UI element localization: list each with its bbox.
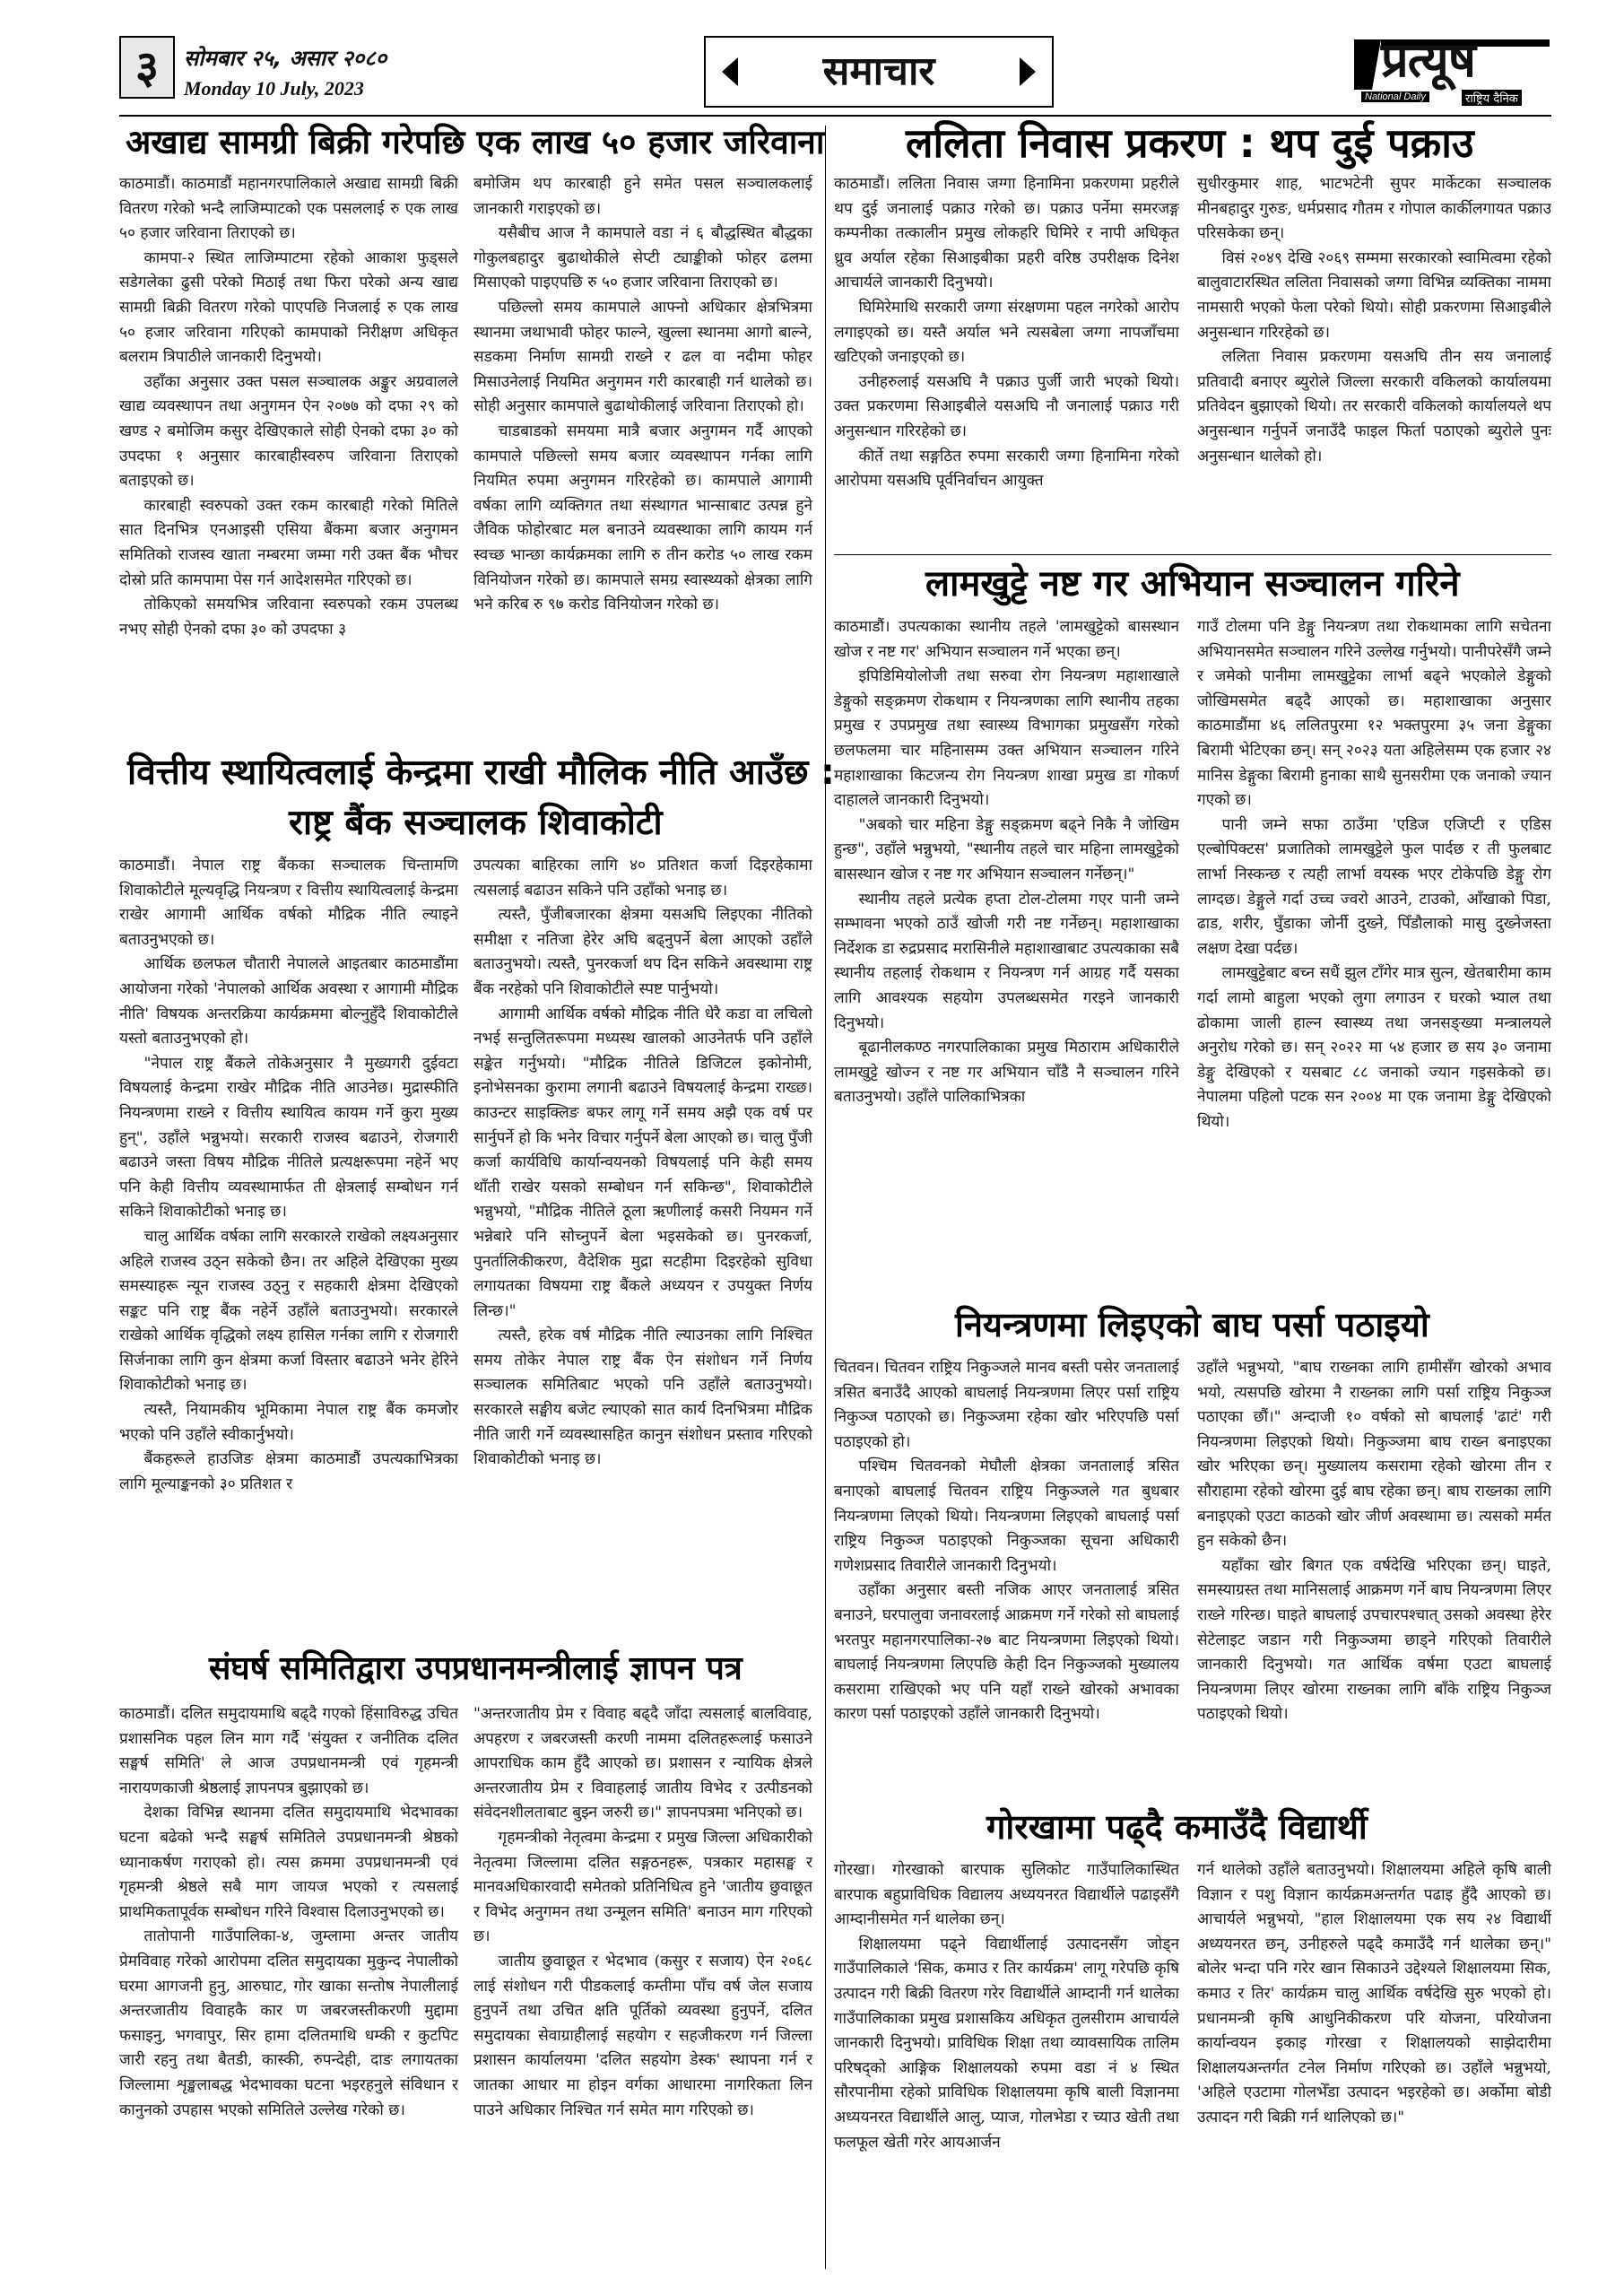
paragraph: उपत्यका बाहिरका लागि ४० प्रतिशत कर्जा दिइरहेकामा त्यसलाई बढाउन सकिने पनि उहाँको भनाइ छ। xyxy=(473,857,812,900)
paragraph: इपिडिमियोलोजी तथा सरुवा रोग नियन्त्रण महाशाखाले डेङ्गुको सङ्क्रमण रोकथाम र नियन्त्रणका लागि स्थानीय तहका प्रमुख र उपप्रमुख तथा स्वास्थ्य विभागका प्रमुखसँग गरेको छलफलमा चार महिनासम्म उक्त अभियान सञ्चालन गरिने महाशाखाका किटजन्य रोग नियन्त्रण शाखा प्रमुख डा गोकर्ण दाहालले जानकारी दिनुभयो। xyxy=(834,667,1179,810)
logo-tag-np: राष्ट्रिय दैनिक xyxy=(1462,90,1522,106)
paragraph: बूढानीलकण्ठ नगरपालिकाका प्रमुख मिठाराम अधिकारीले लामखुट्टे खोज्न र नष्ट गर अभियान चाँडै नै सञ्चालन गरिने बताउनुभयो। उहाँले पालिकाभित्रका xyxy=(834,1039,1179,1107)
arrow-right-icon xyxy=(1020,57,1036,86)
paragraph: जातीय छुवाछूत र भेदभाव (कसुर र सजाय) ऐन २०६८ लाई संशोधन गरी पीडकलाई कम्तीमा पाँच वर्ष जेल सजाय हुनुपर्ने तथा उचित क्षति पूर्तिको व्यवस्था हुनुपर्ने, दलित समुदायका सेवाग्राहीलाई सहयोग र सहजीकरण गर्न जिल्ला प्रशासन कार्यालयमा 'दलित सहयोग डेस्क' स्थापना गर्न र जातका आधार मा होइन वर्गका आधारमा नागरिकता लिन पाउने अधिकार निश्चित गर्न समेत माग गरिएको छ। xyxy=(473,1952,812,2119)
paragraph: तोकिएको समयभित्र जरिवाना स्वरुपको रकम उपलब्ध नभए सोही ऐनको दफा ३० को उपदफा ३ xyxy=(119,596,458,639)
paragraph: उहाँले भन्नुभयो, "बाघ राख्नका लागि हामीसँग खोरको अभाव भयो, त्यसपछि खोरमा नै राख्नका लागि पर्सा राष्ट्रिय निकुञ्ज पठाएका छौं।" अन्दाजी १० वर्षको सो बाघलाई 'ढाटं' गरी नियन्त्रणमा लिइएको थियो। निकुञ्जमा बाघ राख्न बनाइएका खोर भरिएका छन्। मुख्यालय कसरामा रहेको खोरमा तीन र सौराहामा रहेको खोरमा दुई बाघ रहेका छन्। बाघ राख्नका लागि बनाइएको एउटा काठको खोर जीर्ण अवस्थामा छ। त्यसको मर्मत हुन सकेको छैन। xyxy=(1197,1359,1551,1551)
headline-gorkha-students: गोरखामा पढ्दै कमाउँदै विद्यार्थी xyxy=(986,1807,1368,1847)
paragraph: यहाँका खोर बिगत एक वर्षदेखि भरिएका छन्। घाइते, समस्याग्रस्त तथा मानिसलाई आक्रमण गर्ने बाघ नियन्त्रणमा लिएर राख्ने गरिन्छ। घाइते बाघलाई उपचारपश्चात् उसको अवस्था हेरेर सेटेलाइट जडान गरी निकुञ्जमा छाड्ने गरिएको तिवारीले जानकारी दिनुभयो। गत आर्थिक वर्षमा एउटा बाघलाई नियन्त्रणमा लिएर खोरमा राख्नका लागि बाँके राष्ट्रिय निकुञ्ज पठाइएको थियो। xyxy=(1197,1556,1551,1724)
paragraph: चाडबाडको समयमा मात्रै बजार अनुगमन गर्दै आएको कामपाले पछिल्लो समय बजार व्यवस्थापन गर्नका लागि नियमित रुपमा अनुगमन गरिरहेको छ। कामपाले आगामी वर्षका लागि व्यक्तिगत तथा संस्थागत भान्साबाट उत्पन्न हुने जैविक फोहोरबाट मल बनाउने व्यवस्थाका लागि कायम गर्न स्वच्छ भान्छा कार्यक्रमका लागि रु तीन करोड ५० लाख रकम विनियोजन गरेको छ। कामपाले समग्र स्वास्थ्यको क्षेत्रका लागि भने करिब रु ९७ करोड विनियोजन गरेको छ। xyxy=(473,422,812,614)
paragraph: गोरखा। गोरखाको बारपाक सुलिकोट गाउँपालिकास्थित बारपाक बहुप्राविधिक विद्यालय अध्ययनरत विद्यार्थीले पढाइसँगै आम्दानीसमेत गर्न थालेका छन्। xyxy=(834,1861,1179,1929)
article-lalita-niwas-col1 xyxy=(834,172,1179,544)
page-number-box xyxy=(119,36,175,99)
paragraph: उनीहरुलाई यसअघि नै पक्राउ पुर्जी जारी भएको थियो। उक्त प्रकरणमा सिआइबीले यसअघि नौ जनालाई पक्राउ गरी अनुसन्धान गरिरहेको छ। xyxy=(834,372,1179,440)
section-rule xyxy=(834,554,1551,555)
paragraph: घिमिरेमाथि सरकारी जग्गा संरक्षणमा पहल नगरेको आरोप लगाइएको छ। यस्तै अर्याल भने त्यसबेला जग्गा नापजाँचमा खटिएको जनाइएको छ। xyxy=(834,298,1179,367)
headline-lalita-niwas: ललिता निवास प्रकरण : थप दुई पक्राउ xyxy=(906,119,1474,167)
headline-nrb-policy-line2: राष्ट्र बैंक सञ्चालक शिवाकोटी xyxy=(289,803,663,843)
headline-food-fine: अखाद्य सामग्री बिक्री गरेपछि एक लाख ५० हजार जरिवाना xyxy=(126,123,825,161)
paragraph: तातोपानी गाउँपालिका-४, जुम्लामा अन्तर जातीय प्रेमविवाह गरेको आरोपमा दलित समुदायका मुकुन्द नेपालीको घरमा आगजनी हुनु, आरुघाट, गोर खाका सन्तोष नेपालीलाई अन्तरजातीय विवाहकै कार ण जबरजस्तीकरणी मुद्दामा फसाइनु, भगवापुर, सिर हामा दलितमाथि धम्की र कुटपिट जारी रहनु तथा बैतडी, कास्की, रुपन्देही, दाङ लगायतका जिल्लामा शृङ्खलाबद्ध भेदभावका घटना भइरहनुले संविधान र कानुनको उपहास भएको समितिले उल्लेख गरेको छ। xyxy=(119,1927,458,2119)
paragraph: पानी जम्ने सफा ठाउँमा 'एडिज एजिप्टी र एडिस एल्बोपिक्टस' प्रजातिको लामखुट्टेले फुल पार्दछ र ती फुलबाट लार्भा निस्कन्छ र त्यही लार्भा वयस्क भएर टोकेपछि डेङ्गु रोग लाग्दछ। डेङ्गुले गर्दा उच्च ज्वरो आउने, टाउको, आँखाको पिडा, ढाड, शरीर, घुँडाका जोर्नी दुख्ने, पिँडौलाको मासु दुख्नेजस्ता लक्षण देखा पर्दछ। xyxy=(1197,815,1551,958)
paragraph: त्यस्तै, पुँजीबजारका क्षेत्रमा यसअघि लिइएका नीतिको समीक्षा र नतिजा हेरेर अघि बढ्नुपर्ने बेला आएको उहाँले बताउनुभयो। त्यस्तै, पुनरकर्जा थप दिन सकिने अवस्थामा राष्ट्र बैंक नरहेको पनि शिवाकोटीले स्पष्ट पार्नुभयो। xyxy=(473,906,812,998)
article-dalit-memo-col2 xyxy=(473,1702,812,2276)
paragraph: काठमाडौं। दलित समुदायमाथि बढ्दै गएको हिंसाविरुद्ध उचित प्रशासनिक पहल लिन माग गर्दै 'संयुक्त र जनीतिक दलित सङ्घर्ष समिति' ले आज उपप्रधानमन्त्री एवं गृहमन्त्री नारायणकाजी श्रेष्ठलाई ज्ञापनपत्र बुझाएको छ। xyxy=(119,1705,458,1797)
paragraph: चितवन। चितवन राष्ट्रिय निकुञ्जले मानव बस्ती पसेर जनतालाई त्रसित बनाउँदै आएको बाघलाई नियन्त्रणमा लिएर पर्सा राष्ट्रिय निकुञ्ज पठाएको छ। निकुञ्जमा रहेका खोर भरिएपछि पर्सा पठाइएको हो। xyxy=(834,1359,1179,1451)
paragraph: पछिल्लो समय कामपाले आफ्नो अधिकार क्षेत्रभित्रमा स्थानमा जथाभावी फोहर फाल्ने, खुल्ला स्थानमा आगो बाल्ने, सडकमा निर्माण सामग्री राख्ने र ढल वा नदीमा फोहर मिसाउनेलाई नियमित अनुगमन गरी कारबाही गर्न थालेको छ। सोही अनुसार कामपाले बुढाथोकीलाई जरिवाना तिराएको हो। xyxy=(473,298,812,416)
paragraph: बैंकहरूले हाउजिङ क्षेत्रमा काठमाडौं उपत्यकाभित्रका लागि मूल्याङ्कनको ३० प्रतिशत र xyxy=(119,1450,458,1493)
paragraph: काठमाडौं। ललिता निवास जग्गा हिनामिना प्रकरणमा प्रहरीले थप दुई जनालाई पक्राउ गरेको छ। पक्राउ पर्नेमा समरजङ्ग कम्पनीका तत्कालीन प्रमुख लोकहरि घिमिरे र नापी अधिकृत ध्रुव अर्याल रहेका सिआइबीका प्रहरी वरिष्ठ उपरीक्षक दिनेश आचार्यले जानकारी दिनुभयो। xyxy=(834,175,1179,292)
paragraph: आगामी आर्थिक वर्षको मौद्रिक नीति धेरै कडा वा लचिलो नभई सन्तुलितरूपमा मध्यस्थ खालको आउनेतर्फ पनि उहाँले सङ्केत गर्नुभयो। "मौद्रिक नीतिले डिजिटल इकोनोमी, इनोभेसनका कुरामा लगानी बढाउने विषयलाई केन्द्रमा राख्छ। काउन्टर साइक्लिङ बफर लागू गर्ने समय अझै एक वर्ष पर सार्नुपर्ने हो कि भनेर विचार गर्नुपर्ने बेला आएको छ। चालु पुँजी कर्जा कार्यविधि कार्यान्वयनको विषयलाई पनि केही समय थाँती राखेर यसको सम्बोधन गर्न सकिन्छ", शिवाकोटीले भन्नुभयो, "मौद्रिक नीतिले ठूला ऋणीलाई कसरी नियमन गर्ने भन्नेबारे पनि सोच्नुपर्ने बेला भइसकेको छ। पुनरकर्जा, पुनर्तालिकीकरण, वैदेशिक मुद्रा सटहीमा दिइरहेको सुविधा लगायतका विषयमा राष्ट्र बैंकले अध्ययन र उपयुक्त निर्णय लिन्छ।" xyxy=(473,1004,812,1320)
article-tiger-col1 xyxy=(834,1356,1179,1805)
paragraph: काठमाडौं। काठमाडौं महानगरपालिकाले अखाद्य सामग्री बिक्री वितरण गरेको भन्दै लाजिम्पाटको एक पसललाई रु एक लाख ५० हजार जरिवाना तिराएको छ। xyxy=(119,175,458,243)
paragraph: "अबको चार महिना डेङ्गु सङ्क्रमण बढ्ने निकै नै जोखिम हुन्छ", उहाँले भन्नुभयो, "स्थानीय तहले चार महिना लामखुट्टेको बासस्थान खोज र नष्ट गर अभियान सञ्चालन गर्नेछन्।" xyxy=(834,815,1179,883)
paragraph: आर्थिक छलफल चौतारी नेपालले आइतबार काठमाडौंमा आयोजना गरेको 'नेपालको आर्थिक अवस्था र आगामी मौद्रिक नीति' विषयक अन्तरक्रिया कार्यक्रममा बोल्नुहुँदै शिवाकोटीले यस्तो बताउनुभएको हो। xyxy=(119,955,458,1048)
paragraph: कारबाही स्वरुपको उक्त रकम कारबाही गरेको मितिले सात दिनभित्र एनआइसी एसिया बैंकमा बजार अनुगमन समितिको राजस्व खाता नम्बरमा जम्मा गरी उक्त बैंक भौचर दोस्रो प्रति कामपामा पेस गर्न आदेशसमेत गरिएको छ। xyxy=(119,496,458,589)
paragraph: काठमाडौं। उपत्यकाका स्थानीय तहले 'लामखुट्टेको बासस्थान खोज र नष्ट गर' अभियान सञ्चालन गर्ने भएका छन्। xyxy=(834,618,1179,661)
paragraph: देशका विभिन्न स्थानमा दलित समुदायमाथि भेदभावका घटना बढेको भन्दै सङ्घर्ष समितिले उपप्रधानमन्त्री श्रेष्ठको ध्यानाकर्षण गराएको हो। त्यस क्रममा उपप्रधानमन्त्री एवं गृहमन्त्री श्रेष्ठले सबै माग जायज भएको र त्यसलाई प्राथमिकतापूर्वक सम्बोधन गरिने विश्वास दिलाउनुभएको छ। xyxy=(119,1804,458,1921)
paragraph: विसं २०४९ देखि २०६९ सम्ममा सरकारको स्वामित्वमा रहेको बालुवाटारस्थित ललिता निवासको जग्गा विभिन्न व्यक्तिका नाममा नामसारी भएको फेला परेको थियो। सोही प्रकरणमा सिआइबीले अनुसन्धान गरिरहेको छ। xyxy=(1197,248,1551,342)
paragraph: उहाँका अनुसार उक्त पसल सञ्चालक अङ्कुर अग्रवालले खाद्य व्यवस्थापन तथा अनुगमन ऐन २०७७ को दफा २९ को खण्ड २ बमोजिम कसुर देखिएकाले सोही ऐनको दफा ३० को उपदफा १ अनुसार कारबाहीस्वरुप जरिवाना तिराएको बताइएको छ। xyxy=(119,372,458,491)
column-divider xyxy=(825,126,826,2269)
article-mosquito-col2 xyxy=(1197,615,1551,1306)
paragraph: काठमाडौं। नेपाल राष्ट्र बैंकका सञ्चालक चिन्तामणि शिवाकोटीले मूल्यवृद्धि नियन्त्रण र वित्तीय स्थायित्वलाई केन्द्रमा राखेर आगामी आर्थिक वर्षको मौद्रिक नीति ल्याइने बताउनुभएको छ। xyxy=(119,857,458,949)
arrow-left-icon xyxy=(722,57,738,86)
headline-mosquito: लामखुट्टे नष्ट गर अभियान सञ्चालन गरिने xyxy=(925,563,1460,604)
paragraph: त्यस्तै, नियामकीय भूमिकामा नेपाल राष्ट्र बैंक कमजोर भएको पनि उहाँले स्वीकार्नुभयो। xyxy=(119,1401,458,1444)
paragraph: कामपा-२ स्थित लाजिम्पाटमा रहेको आकाश फुड्सले सडेगलेका ढुसी परेको मिठाई तथा फिरा परेको अन्य खाद्य सामग्री बिक्री वितरण गरेको पाएपछि निजलाई रु एक लाख ५० हजार जरिवाना गरिएको कामपाको निरीक्षण अधिकृत बलराम त्रिपाठीले जानकारी दिनुभयो। xyxy=(119,248,458,367)
article-gorkha-students-col2 xyxy=(1197,1858,1551,2278)
article-food-fine-col1 xyxy=(119,172,458,755)
paragraph: चालु आर्थिक वर्षका लागि सरकारले राखेको लक्ष्यअनुसार अहिले राजस्व उठ्न सकेको छैन। तर अहिले देखिएका मुख्य समस्याहरू न्यून राजस्व उठ्नु र सहकारी क्षेत्रमा देखिएको सङ्कट पनि राष्ट्र बैंक नहेर्ने उहाँले बताउनुभयो। सरकारले राखेको आर्थिक वृद्धिको लक्ष्य हासिल गर्नका लागि र रोजगारी सिर्जनाका लागि कुन क्षेत्रमा कर्जा विस्तार बढाउने भनेर हेरिने शिवाकोटीको भनाइ छ। xyxy=(119,1227,458,1395)
masthead-rule xyxy=(119,115,1551,117)
paragraph: पश्चिम चितवनको मेघौली क्षेत्रका जनतालाई त्रसित बनाएको बाघलाई चितवन राष्ट्रिय निकुञ्जले गत बुधबार नियन्त्रणमा लिएको थियो। नियन्त्रणमा लिइएको बाघलाई पर्सा राष्ट्रिय निकुञ्ज पठाइएको निकुञ्जका सूचना अधिकारी गणेशप्रसाद तिवारीले जानकारी दिनुभयो। xyxy=(834,1457,1179,1575)
article-dalit-memo-col1 xyxy=(119,1702,458,2276)
paragraph: यसैबीच आज नै कामपाले वडा नं ६ बौद्धस्थित बौद्धका गोकुलबहादुर बुढाथोकीले सेप्टी ट्याङ्कीको फोहर ढलमा मिसाएको पाइएपछि रु ५० हजार जरिवाना तिराएको छ। xyxy=(473,224,812,292)
headline-dalit-memo: संघर्ष समितिद्वारा उपप्रधानमन्त्रीलाई ज्ञापन पत्र xyxy=(209,1650,743,1687)
article-mosquito-col1 xyxy=(834,615,1179,1306)
paragraph: गर्न थालेको उहाँले बताउनुभयो। शिक्षालयमा अहिले कृषि बाली विज्ञान र पशु विज्ञान कार्यक्रमअन्तर्गत पढाइ हुँदै आएको छ। आचार्यले भन्नुभयो, "हाल शिक्षालयमा एक सय २४ विद्यार्थी अध्ययनरत छन्, उनीहरुले पढ्दै कमाउँदै गर्न थालेका छन्।" बोलेर भन्दा पनि गरेर खान सिकाउने उद्देश्यले शिक्षालयमा सिक, कमाउ र तिर' कार्यक्रम चालु आर्थिक वर्षदेखि सुरु भएको हो। प्रधानमन्त्री कृषि आधुनिकीकरण परि योजना, परियोजना कार्यान्वयन इकाइ गोरखा र शिक्षालयको साझेदारीमा शिक्षालयअन्तर्गत टनेल निर्माण गरिएको छ। उहाँले भन्नुभयो, 'अहिले एउटामा गोलभेँडा उत्पादन भइरहेको छ। अर्कोमा बोडी उत्पादन गरी बिक्री गर्न थालिएको छ।" xyxy=(1197,1861,1551,2126)
date-english: Monday 10 July, 2023 xyxy=(184,77,364,100)
section-title: समाचार xyxy=(822,48,935,94)
paragraph: स्थानीय तहले प्रत्येक हप्ता टोल-टोलमा गएर पानी जम्ने सम्भावना भएको ठाउँ खोजी गरी नष्ट गर्नेछन्। महाशाखाका निर्देशक डा रुद्रप्रसाद मरासिनीले महाशाखाबाट उपत्यकाका सबै स्थानीय तहलाई रोकथाम र नियन्त्रण गर्न आग्रह गर्दै यसका लागि आवश्यक सहयोग उपलब्धसमेत गरइने जानकारी दिनुभयो। xyxy=(834,890,1179,1032)
headline-nrb-policy-line1: वित्तीय स्थायित्वलाई केन्द्रमा राखी मौलिक नीति आउँछ : xyxy=(127,752,835,793)
paragraph: सुधीरकुमार शाह, भाटभटेनी सुपर मार्केटका सञ्चालक मीनबहादुर गुरुङ, धर्मप्रसाद गौतम र गोपाल कार्कीलगायत पक्राउ परिसकेका छन्। xyxy=(1197,175,1551,243)
headline-tiger: नियन्त्रणमा लिइएको बाघ पर्सा पठाइयो xyxy=(955,1305,1429,1344)
paragraph: ललिता निवास प्रकरणमा यसअघि तीन सय जनालाई प्रतिवादी बनाएर ब्युरोले जिल्ला सरकारी वकिलको कार्यालयमा प्रतिवेदन बुझाएको थियो। तर सरकारी वकिलको कार्यालयले थप अनुसन्धान गर्नुपर्ने जनाउँदै फाइल फिर्ता पठाएको ब्युरोले पुनः अनुसन्धान थालेको हो। xyxy=(1197,348,1551,465)
paragraph: "अन्तरजातीय प्रेम र विवाह बढ्दै जाँदा त्यसलाई बालविवाह, अपहरण र जबरजस्ती करणी नाममा दलितहरूलाई फसाउने आपराधिक काम हुँदै आएको छ। प्रशासन र न्यायिक क्षेत्रले अन्तरजातीय प्रेम र विवाहलाई जातीय विभेद र उत्पीडनको संवेदनशीलताबाट बुझ्न जरुरी छ।" ज्ञापनपत्रमा भनिएको छ। xyxy=(473,1705,812,1822)
article-nrb-policy-col1 xyxy=(119,854,458,1641)
newspaper-logo xyxy=(1345,31,1551,106)
paragraph: शिक्षालयमा पढ्ने विद्यार्थीलाई उत्पादनसँग जोड्न गाउँपालिकाले 'सिक, कमाउ र तिर कार्यक्रम' लागू गरेपछि कृषि उत्पादन गरी बिक्री वितरण गरेर विद्यार्थीले आम्दानी गर्न थालेका गाउँपालिकाका प्रमुख प्रशासकिय अधिकृत तुलसीराम आचार्यले जानकारी दिनुभयो। प्राविधिक शिक्षा तथा व्यावसायिक तालिम परिषद्को आङ्गिक शिक्षालयको रुपमा वडा नं ४ स्थित सौरपानीमा रहेको प्राविधिक शिक्षालयमा कृषि बाली विज्ञानमा अध्ययनरत विद्यार्थीले आलु, प्याज, गोलभेडा र च्याउ खेती तथा फलफूल खेती गरेर आयआर्जन xyxy=(834,1935,1179,2152)
logo-name: प्रत्यूष xyxy=(1381,31,1475,88)
article-nrb-policy-col2 xyxy=(473,854,812,1641)
paragraph: त्यस्तै, हरेक वर्ष मौद्रिक नीति ल्याउनका लागि निश्चित समय तोकेर नेपाल राष्ट्र बैंक ऐन संशोधन गर्ने निर्णय सञ्चालक समितिबाट भएको पनि उहाँले बताउनुभयो। सरकारले सङ्घीय बजेट ल्याएको सात कार्य दिनभित्रमा मौद्रिक नीति जारी गर्ने व्यवस्थासहित कानुन संशोधन प्रस्ताव गरिएको शिवाकोटीको भनाइ छ। xyxy=(473,1326,812,1469)
paragraph: उहाँका अनुसार बस्ती नजिक आएर जनतालाई त्रसित बनाउने, घरपालुवा जनावरलाई आक्रमण गर्ने गरेको सो बाघलाई भरतपुर महानगरपालिका-२७ बाट नियन्त्रणमा लिइएको थियो। बाघलाई नियन्त्रणमा लिएपछि केही दिन निकुञ्जको मुख्यालय कसरामा राखिएको भए पनि यहाँ राख्ने खोरको अभावका कारण पर्सा पठाइएको उहाँले जानकारी दिनुभयो। xyxy=(834,1581,1179,1724)
paragraph: "नेपाल राष्ट्र बैंकले तोकेअनुसार नै मुख्यगरी दुईवटा विषयलाई केन्द्रमा राखेर मौद्रिक नीति आउनेछ। मुद्रास्फीति नियन्त्रणमा राख्ने र वित्तीय स्थायित्व कायम गर्ने कुरा मुख्य हुन्", उहाँले भन्नुभयो। सरकारी राजस्व बढाउने, रोजगारी बढाउने जस्ता विषय मौद्रिक नीतिले प्रत्यक्षरूपमा नहेर्ने भए पनि केही वित्तीय व्यवस्थामार्फत ती क्षेत्रलाई सम्बोधन गर्न सकिने शिवाकोटीको भनाइ छ। xyxy=(119,1054,458,1222)
paragraph: गाउँ टोलमा पनि डेङ्गु नियन्त्रण तथा रोकथामका लागि सचेतना अभियानसमेत सञ्चालन गरिने उल्लेख गर्नुभयो। पानीपरेसँगै जम्ने र जमेको पानीमा लामखुट्टेका लार्भा बढ्ने भएकोले डेङ्गुको जोखिमसमेत बढ्दै आएको छ। महाशाखाका अनुसार काठमाडौंमा ४६ ललितपुरमा १२ भक्तपुरमा ३५ जना डेङ्गुका बिरामी भेटिएका छन्। सन् २०२३ यता अहिलेसम्म एक हजार २४ मानिस डेङ्गुका बिरामी हुनाका साथै सुनसरीमा एक जनाको ज्यान गएको छ। xyxy=(1197,618,1551,810)
page-number: ३ xyxy=(135,41,159,93)
article-tiger-col2 xyxy=(1197,1356,1551,1805)
article-gorkha-students-col1 xyxy=(834,1858,1179,2278)
article-lalita-niwas-col2 xyxy=(1197,172,1551,544)
paragraph: बमोजिम थप कारबाही हुने समेत पसल सञ्चालकलाई जानकारी गराइएको छ। xyxy=(473,175,812,218)
paragraph: गृहमन्त्रीको नेतृत्वमा केन्द्रमा र प्रमुख जिल्ला अधिकारीको नेतृत्वमा जिल्लामा दलित सङ्गठनहरू, पत्रकार महासङ्घ र मानवअधिकारवादी समेतको प्रतिनिधित्व हुने 'जातीय छुवाछूत र विभेद अनुगमन तथा उन्मूलन समिति' बनाउन माग गरिएको छ। xyxy=(473,1828,812,1946)
section-banner xyxy=(704,36,1054,108)
article-food-fine-col2 xyxy=(473,172,812,755)
paragraph: कीर्ते तथा सङ्गठित रुपमा सरकारी जग्गा हिनामिना गरेको आरोपमा यसअघि पूर्वनिर्वाचन आयुक्त xyxy=(834,447,1179,491)
logo-tag-en: National Daily xyxy=(1361,91,1429,102)
date-nepali: सोमबार २५, असार २०८० xyxy=(184,46,387,71)
paragraph: लामखुट्टेबाट बच्न सधैं झुल टाँगेर मात्र सुत्न, खेतबारीमा काम गर्दा लामो बाहुला भएको लुगा लगाउन र घरको भ्याल तथा ढोकामा जाली हाल्न स्वास्थ्य तथा जनसङ्ख्या मन्त्रालयले अनुरोध गरेको छ। सन् २०२२ मा ५४ हजार छ सय ३० जनामा डेङ्गु देखिएको र यसबाट ८८ जनाको ज्यान गइसकेको छ। नेपालमा पहिलो पटक सन २००४ मा एक जनामा डेङ्गु देखिएको थियो। xyxy=(1197,964,1551,1131)
